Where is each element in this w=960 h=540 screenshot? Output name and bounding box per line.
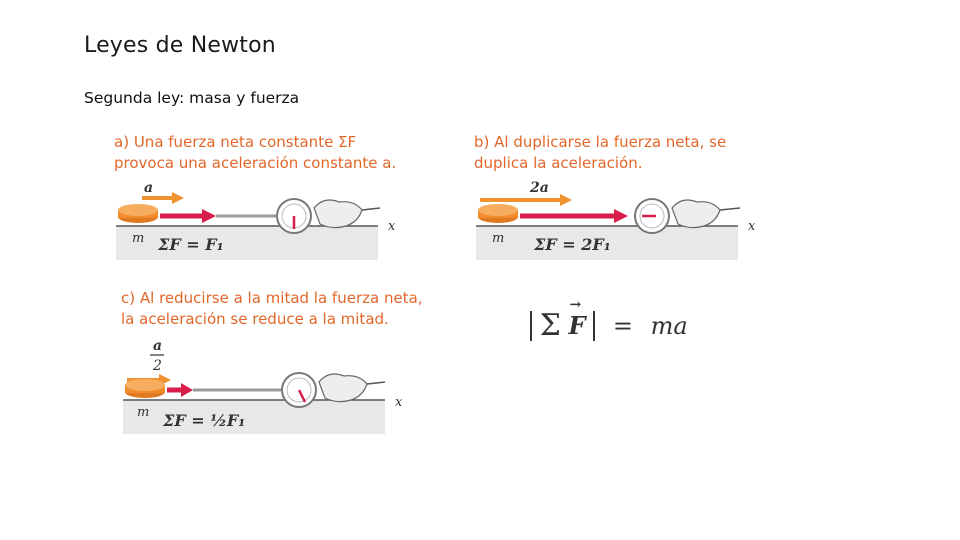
- panel-c-hand-icon: [319, 374, 367, 402]
- mass-times-acceleration: ma: [650, 311, 688, 340]
- panel-c-accel-den: 2: [153, 358, 162, 374]
- equals-sign: =: [612, 311, 633, 340]
- panel-c: [121, 288, 421, 438]
- slide-subtitle: Segunda ley: masa y fuerza: [84, 89, 300, 107]
- panel-a: [114, 132, 414, 262]
- panel-b-line1: Al duplicarse la fuerza neta, se: [494, 133, 727, 151]
- panel-b-mass-label: m: [492, 231, 505, 246]
- panel-a-line1: Una fuerza neta constante ΣF: [133, 133, 357, 151]
- panel-a-force-arrow: [202, 209, 216, 223]
- panel-b-axis-label: x: [748, 219, 756, 234]
- force-vector: → F: [569, 311, 586, 340]
- panel-a-accel-label: a: [144, 180, 154, 196]
- panel-c-caption: [121, 288, 423, 330]
- panel-a-axis-label: x: [388, 219, 396, 234]
- panel-b-force-arrow: [614, 209, 628, 223]
- panel-b-force-eq: ΣF = 2F₁: [534, 235, 611, 254]
- panel-c-mass-label: m: [137, 405, 150, 420]
- panel-b: [474, 132, 774, 262]
- panel-a-hand-icon: [314, 200, 362, 228]
- newton-second-law-equation: [530, 308, 688, 343]
- abs-bar-right: [593, 311, 595, 341]
- panel-a-force-eq: ΣF = F₁: [158, 235, 224, 254]
- panel-b-line2: duplica la aceleración.: [474, 154, 643, 172]
- panel-c-accel-num: a: [153, 338, 163, 354]
- panel-b-caption: [474, 132, 726, 174]
- panel-b-hand-icon: [672, 200, 720, 228]
- panel-c-line2: la aceleración se reduce a la mitad.: [121, 310, 389, 328]
- panel-c-line1: Al reducirse a la mitad la fuerza neta,: [139, 289, 423, 307]
- panel-c-axis-label: x: [395, 395, 403, 410]
- panel-a-mass-label: m: [132, 231, 145, 246]
- panel-c-force-eq: ΣF = ½F₁: [163, 411, 246, 430]
- panel-c-force-arrow: [181, 383, 193, 397]
- abs-bar-left: [530, 311, 532, 341]
- sigma-symbol: Σ: [539, 308, 561, 343]
- panel-c-letter: c): [121, 289, 136, 307]
- panel-b-diagram: [474, 178, 774, 263]
- panel-b-accel-arrow: [560, 194, 572, 206]
- panel-a-accel-arrow: [172, 192, 184, 204]
- panel-a-caption: [114, 132, 396, 174]
- slide-title: Leyes de Newton: [84, 33, 276, 58]
- panel-b-accel-label: 2a: [530, 180, 549, 196]
- panel-a-surface: [116, 226, 378, 260]
- panel-c-diagram: [121, 336, 421, 436]
- panel-a-line2: provoca una aceleración constante a.: [114, 154, 397, 172]
- panel-a-diagram: [114, 178, 414, 263]
- panel-a-letter: a): [114, 133, 130, 151]
- panel-b-letter: b): [474, 133, 490, 151]
